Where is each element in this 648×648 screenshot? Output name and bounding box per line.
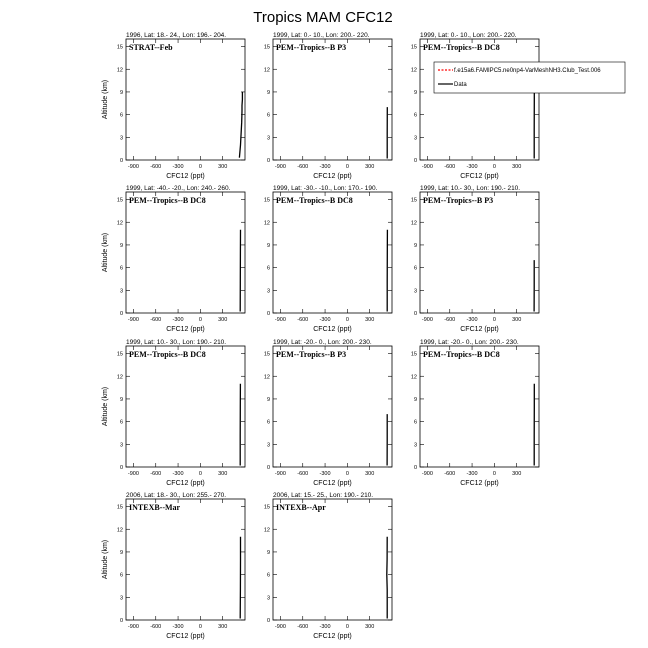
y-tick-label: 6	[266, 265, 270, 272]
y-tick-label: 0	[119, 465, 123, 471]
y-tick-label: 12	[410, 374, 417, 381]
x-tick-label: -600	[150, 624, 162, 630]
y-tick-label: 15	[116, 351, 123, 358]
x-tick-label: -300	[319, 164, 331, 170]
y-tick-label: 3	[119, 288, 123, 295]
y-tick-label: 0	[413, 158, 417, 164]
panels	[102, 32, 625, 640]
x-tick-label: -600	[297, 164, 309, 170]
x-tick-label: 0	[345, 624, 349, 630]
x-tick-label: 300	[218, 471, 228, 477]
panel-subtitle: 2006, Lat: 18.- 30., Lon: 255.- 270.	[126, 492, 227, 499]
x-axis-label: CFC12 (ppt)	[460, 480, 499, 487]
y-tick-label: 15	[263, 504, 270, 511]
x-tick-label: -300	[319, 317, 331, 323]
panel-subtitle: 1999, Lat: -40.- -20., Lon: 240.- 260.	[126, 185, 231, 192]
x-axis-label: CFC12 (ppt)	[460, 326, 499, 333]
plot-frame	[126, 39, 245, 160]
figure-title: Tropics MAM CFC12	[253, 9, 393, 26]
y-tick-label: 15	[116, 197, 123, 204]
x-tick-label: 300	[512, 164, 522, 170]
campaign-label: PEM--Tropics--B DC8	[129, 196, 206, 205]
plot-frame	[420, 39, 539, 160]
panel-subtitle: 1999, Lat: 0.- 10., Lon: 200.- 220.	[420, 32, 517, 39]
panel-subtitle: 1999, Lat: -20.- 0., Lon: 200.- 230.	[273, 339, 372, 346]
y-tick-label: 12	[116, 220, 123, 227]
panel-2	[264, 32, 392, 180]
y-tick-label: 15	[116, 504, 123, 511]
x-axis-label: CFC12 (ppt)	[313, 173, 352, 180]
y-tick-label: 15	[410, 44, 417, 51]
y-tick-label: 12	[116, 527, 123, 534]
x-tick-label: 300	[365, 164, 375, 170]
campaign-label: PEM--Tropics--B P3	[276, 43, 347, 52]
y-tick-label: 0	[119, 311, 123, 317]
y-tick-label: 3	[266, 595, 270, 602]
panel-7	[102, 339, 245, 487]
y-tick-label: 3	[266, 135, 270, 142]
plot-frame	[126, 346, 245, 467]
x-tick-label: -300	[172, 317, 184, 323]
y-tick-label: 12	[410, 220, 417, 227]
x-tick-label: -600	[444, 164, 456, 170]
plot-frame	[273, 39, 392, 160]
x-tick-label: -300	[319, 624, 331, 630]
campaign-label: PEM--Tropics--B P3	[276, 350, 347, 359]
plot-frame	[273, 192, 392, 313]
campaign-label: PEM--Tropics--B P3	[423, 196, 494, 205]
x-tick-label: 300	[512, 471, 522, 477]
x-tick-label: -300	[172, 164, 184, 170]
y-tick-label: 3	[119, 595, 123, 602]
panel-11	[264, 492, 392, 640]
x-tick-label: -900	[274, 317, 286, 323]
panel-3	[411, 32, 625, 180]
panel-4	[102, 185, 245, 333]
panel-9	[411, 339, 539, 487]
legend-label: Data	[454, 82, 467, 88]
x-tick-label: 0	[492, 317, 496, 323]
x-tick-label: -300	[172, 624, 184, 630]
panel-6	[411, 185, 539, 333]
campaign-label: PEM--Tropics--B DC8	[423, 43, 500, 52]
panel-1	[102, 32, 245, 180]
y-tick-label: 3	[413, 288, 417, 295]
y-tick-label: 15	[410, 197, 417, 204]
x-axis-label: CFC12 (ppt)	[460, 173, 499, 180]
y-tick-label: 0	[119, 158, 123, 164]
plot-frame	[273, 346, 392, 467]
y-tick-label: 6	[266, 112, 270, 119]
y-tick-label: 9	[413, 396, 417, 403]
series-line-data	[239, 92, 242, 158]
y-tick-label: 12	[263, 67, 270, 74]
campaign-label: PEM--Tropics--B DC8	[129, 350, 206, 359]
plot-frame	[420, 346, 539, 467]
x-tick-label: -600	[297, 624, 309, 630]
x-tick-label: -900	[421, 471, 433, 477]
y-tick-label: 0	[413, 311, 417, 317]
y-tick-label: 0	[266, 158, 270, 164]
x-tick-label: -600	[150, 471, 162, 477]
plot-frame	[273, 499, 392, 620]
x-tick-label: -300	[466, 317, 478, 323]
y-tick-label: 6	[119, 112, 123, 119]
y-tick-label: 6	[119, 265, 123, 272]
x-tick-label: 0	[345, 471, 349, 477]
x-axis-label: CFC12 (ppt)	[313, 480, 352, 487]
legend-box	[434, 62, 625, 93]
y-tick-label: 9	[119, 549, 123, 556]
x-tick-label: -600	[297, 317, 309, 323]
y-tick-label: 15	[410, 351, 417, 358]
x-tick-label: -900	[274, 164, 286, 170]
y-tick-label: 6	[266, 419, 270, 426]
x-tick-label: 300	[365, 471, 375, 477]
x-tick-label: -900	[421, 317, 433, 323]
x-tick-label: 300	[218, 624, 228, 630]
y-axis-label: Altitude (km)	[102, 386, 109, 427]
y-tick-label: 3	[119, 135, 123, 142]
y-tick-label: 15	[263, 197, 270, 204]
y-tick-label: 3	[266, 288, 270, 295]
x-tick-label: -900	[274, 624, 286, 630]
panel-subtitle: 1999, Lat: 0.- 10., Lon: 200.- 220.	[273, 32, 370, 39]
y-tick-label: 15	[263, 351, 270, 358]
x-tick-label: -900	[127, 164, 139, 170]
y-tick-label: 6	[266, 572, 270, 579]
panel-8	[264, 339, 392, 487]
x-tick-label: 300	[365, 317, 375, 323]
campaign-label: PEM--Tropics--B DC8	[423, 350, 500, 359]
y-tick-label: 3	[413, 442, 417, 449]
y-tick-label: 3	[119, 442, 123, 449]
y-tick-label: 9	[119, 89, 123, 96]
legend-label: f.e15a6.FAMIPC5.ne0np4-VarMeshNH3.Club_Test.006	[454, 68, 601, 74]
x-tick-label: 300	[512, 317, 522, 323]
x-tick-label: 0	[492, 164, 496, 170]
x-tick-label: -900	[421, 164, 433, 170]
y-tick-label: 9	[266, 242, 270, 249]
panel-subtitle: 1999, Lat: 10.- 30., Lon: 190.- 210.	[126, 339, 227, 346]
y-tick-label: 12	[116, 374, 123, 381]
x-tick-label: 0	[345, 164, 349, 170]
x-tick-label: -300	[172, 471, 184, 477]
legend	[434, 62, 625, 93]
x-tick-label: 0	[492, 471, 496, 477]
x-tick-label: -600	[150, 164, 162, 170]
y-tick-label: 9	[413, 89, 417, 96]
x-tick-label: 0	[198, 624, 202, 630]
x-tick-label: 0	[198, 317, 202, 323]
y-tick-label: 12	[116, 67, 123, 74]
y-axis-label: Altitude (km)	[102, 79, 109, 120]
y-tick-label: 3	[413, 135, 417, 142]
y-tick-label: 12	[263, 374, 270, 381]
y-tick-label: 6	[119, 419, 123, 426]
x-tick-label: -900	[274, 471, 286, 477]
y-tick-label: 0	[266, 465, 270, 471]
plot-frame	[126, 499, 245, 620]
y-tick-label: 15	[263, 44, 270, 51]
x-tick-label: -600	[150, 317, 162, 323]
y-tick-label: 12	[263, 527, 270, 534]
x-tick-label: 0	[345, 317, 349, 323]
x-axis-label: CFC12 (ppt)	[166, 480, 205, 487]
panel-subtitle: 1999, Lat: -20.- 0., Lon: 200.- 230.	[420, 339, 519, 346]
x-axis-label: CFC12 (ppt)	[166, 173, 205, 180]
x-tick-label: -900	[127, 317, 139, 323]
plot-frame	[420, 192, 539, 313]
y-axis-label: Altitude (km)	[102, 232, 109, 273]
x-tick-label: 300	[365, 624, 375, 630]
x-tick-label: -600	[297, 471, 309, 477]
y-tick-label: 6	[413, 419, 417, 426]
y-tick-label: 9	[266, 549, 270, 556]
y-tick-label: 9	[119, 396, 123, 403]
panel-subtitle: 1996, Lat: 18.- 24., Lon: 196.- 204.	[126, 32, 227, 39]
campaign-label: INTEXB--Mar	[129, 503, 181, 512]
campaign-label: INTEXB--Apr	[276, 503, 326, 512]
y-axis-label: Altitude (km)	[102, 539, 109, 580]
y-tick-label: 0	[266, 618, 270, 624]
y-tick-label: 9	[266, 396, 270, 403]
x-tick-label: 0	[198, 164, 202, 170]
panel-5	[264, 185, 392, 333]
panel-subtitle: 2006, Lat: 15.- 25., Lon: 190.- 210.	[273, 492, 374, 499]
plot-frame	[126, 192, 245, 313]
y-tick-label: 6	[119, 572, 123, 579]
x-tick-label: -300	[319, 471, 331, 477]
x-tick-label: -600	[444, 317, 456, 323]
panel-10	[102, 492, 245, 640]
x-axis-label: CFC12 (ppt)	[313, 633, 352, 640]
y-tick-label: 12	[410, 67, 417, 74]
campaign-label: PEM--Tropics--B DC8	[276, 196, 353, 205]
y-tick-label: 9	[266, 89, 270, 96]
campaign-label: STRAT--Feb	[129, 43, 173, 52]
x-axis-label: CFC12 (ppt)	[166, 326, 205, 333]
x-tick-label: 300	[218, 164, 228, 170]
y-tick-label: 6	[413, 265, 417, 272]
y-tick-label: 15	[116, 44, 123, 51]
x-axis-label: CFC12 (ppt)	[166, 633, 205, 640]
panel-subtitle: 1999, Lat: -30.- -10., Lon: 170.- 190.	[273, 185, 378, 192]
y-tick-label: 12	[263, 220, 270, 227]
y-tick-label: 9	[119, 242, 123, 249]
x-tick-label: 0	[198, 471, 202, 477]
y-tick-label: 6	[413, 112, 417, 119]
y-tick-label: 9	[413, 242, 417, 249]
x-tick-label: -900	[127, 471, 139, 477]
panel-subtitle: 1999, Lat: 10.- 30., Lon: 190.- 210.	[420, 185, 521, 192]
x-tick-label: -300	[466, 164, 478, 170]
x-tick-label: 300	[218, 317, 228, 323]
y-tick-label: 0	[266, 311, 270, 317]
y-tick-label: 0	[413, 465, 417, 471]
x-tick-label: -900	[127, 624, 139, 630]
y-tick-label: 0	[119, 618, 123, 624]
x-tick-label: -600	[444, 471, 456, 477]
y-tick-label: 3	[266, 442, 270, 449]
x-tick-label: -300	[466, 471, 478, 477]
x-axis-label: CFC12 (ppt)	[313, 326, 352, 333]
